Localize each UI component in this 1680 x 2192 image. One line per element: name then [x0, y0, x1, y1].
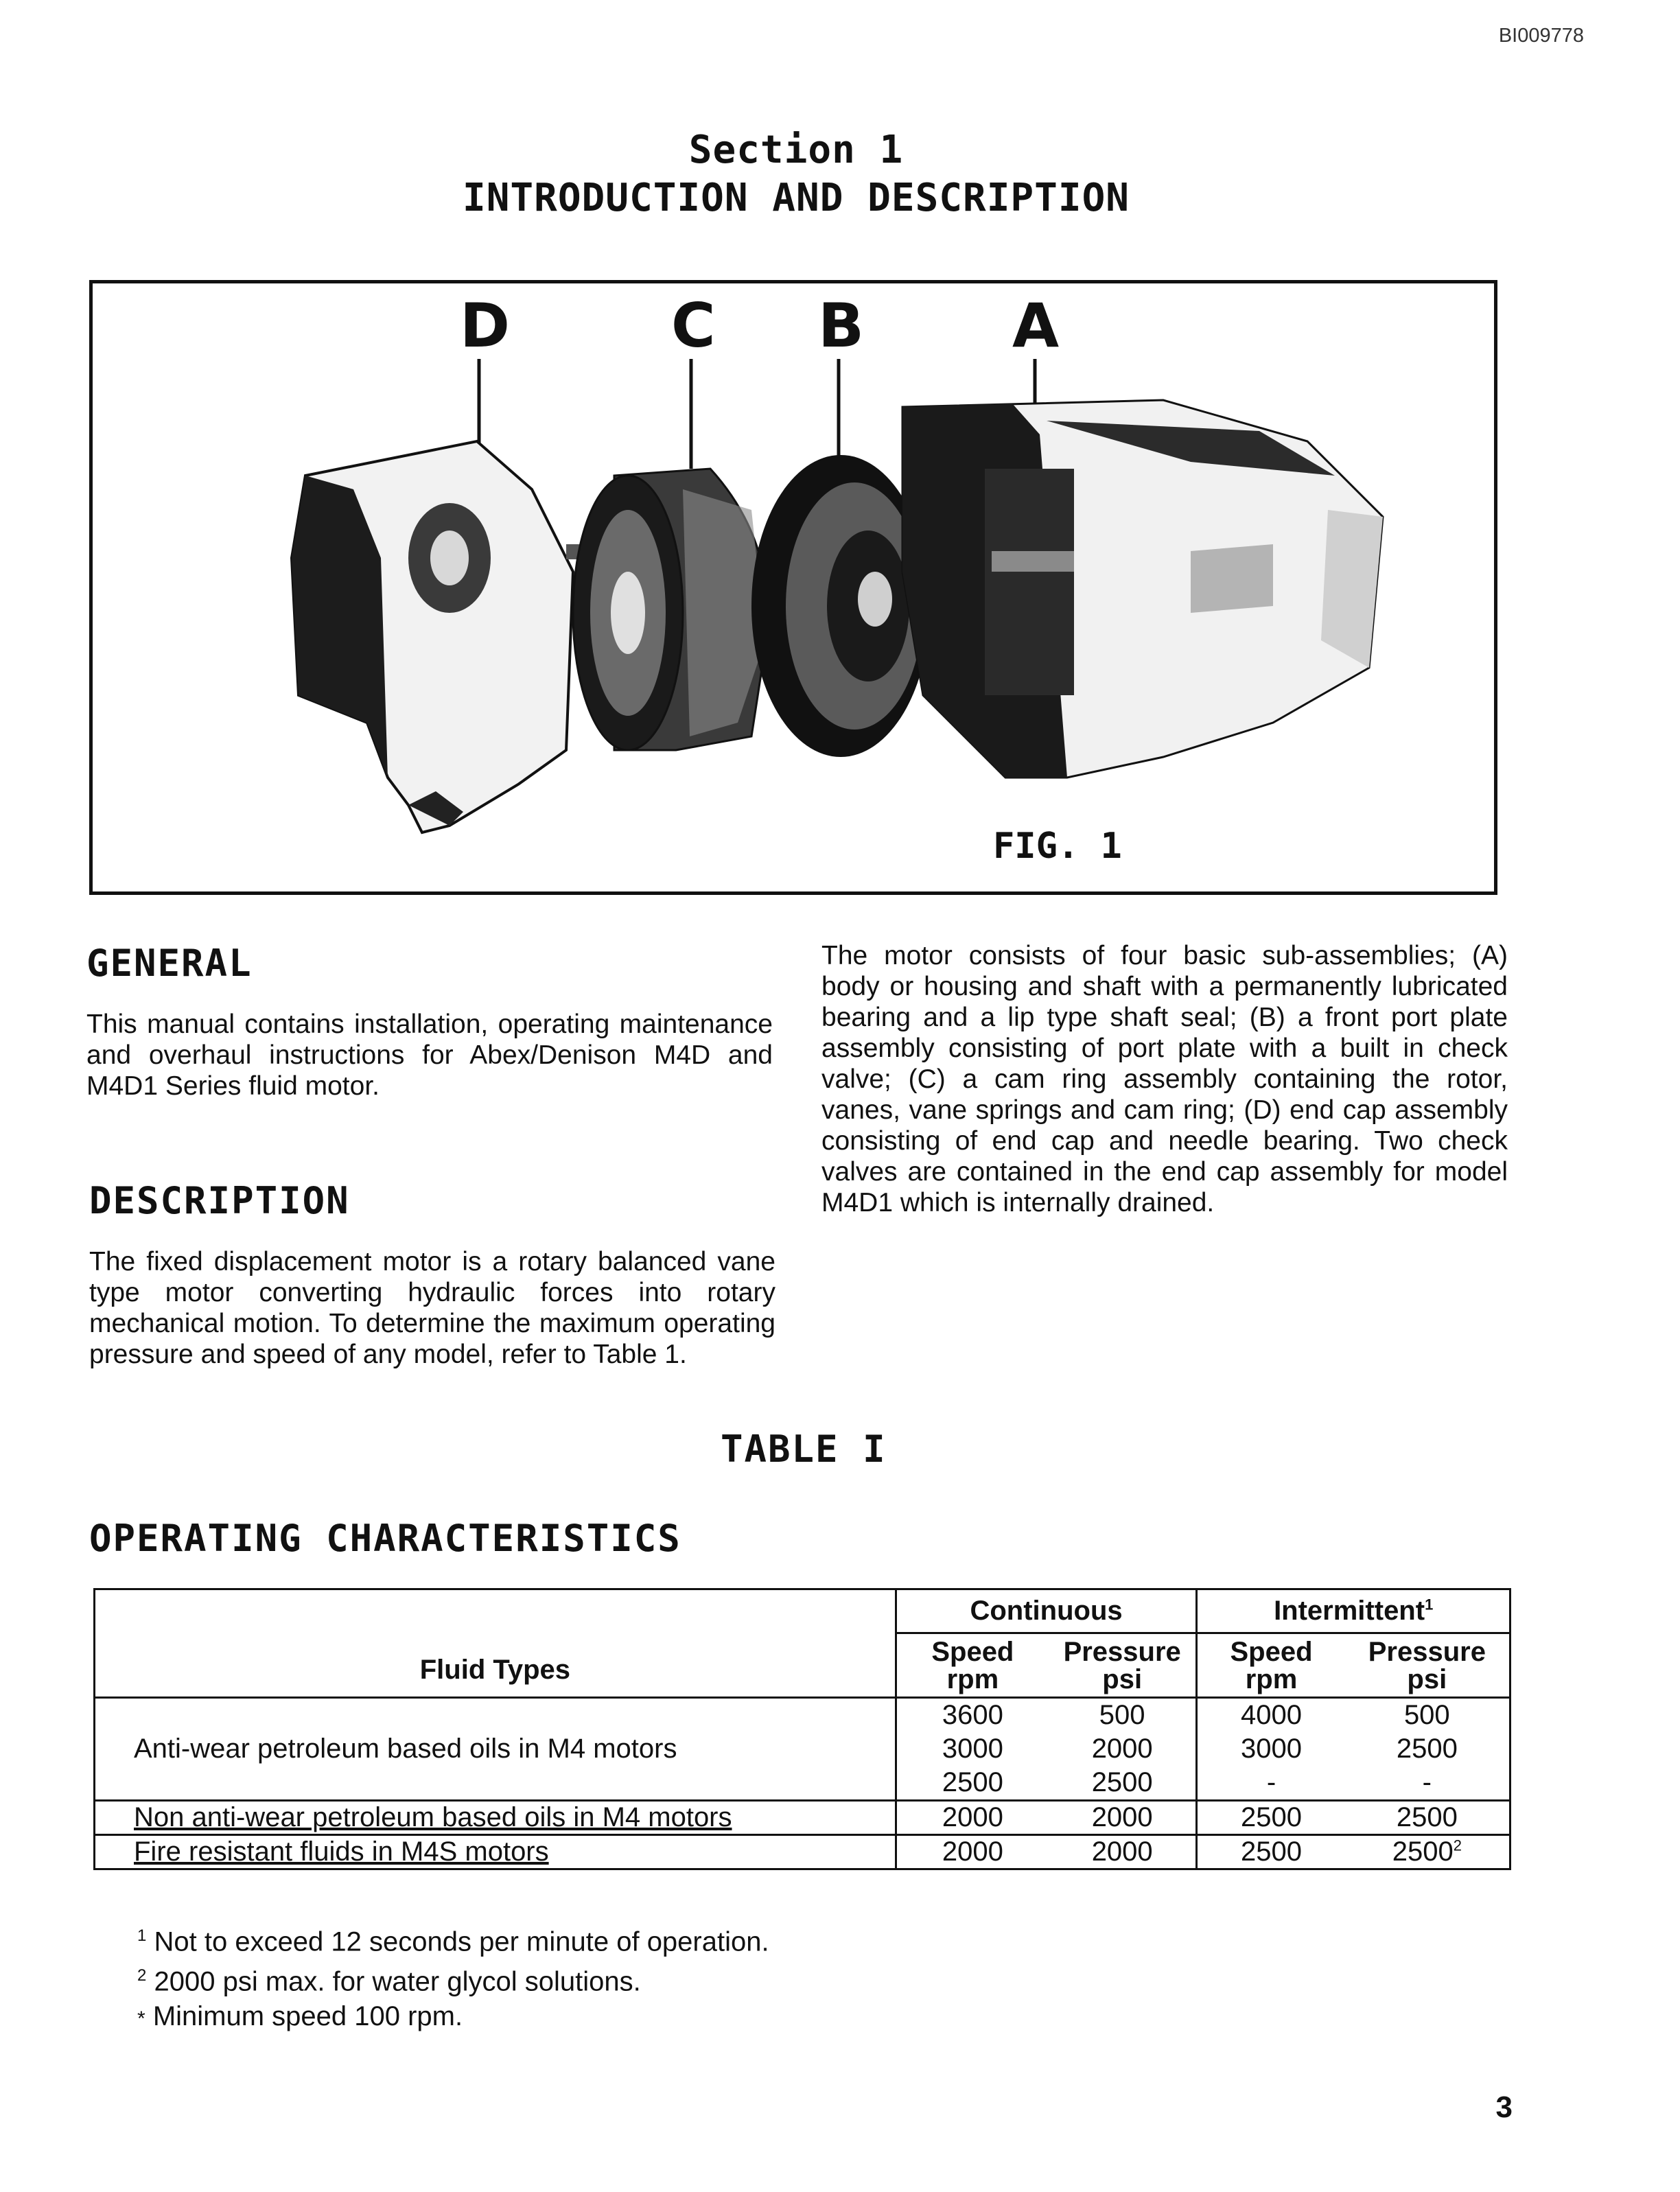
body-housing-assembly: [902, 400, 1383, 778]
table-row: [95, 1698, 1510, 1801]
int-pressure-header: Pressure psi: [1345, 1633, 1510, 1698]
table-row: [95, 1835, 1510, 1869]
int-pressure-cell: 500 2500 -: [1345, 1698, 1510, 1801]
motor-exploded-illustration: [93, 283, 1494, 891]
page-number: 3: [1495, 2090, 1513, 2124]
fluid-types-header: Fluid Types: [95, 1589, 896, 1698]
operating-characteristics-table: [93, 1588, 1511, 1870]
continuous-header: Continuous: [896, 1589, 1197, 1633]
int-speed-cell: 2500: [1197, 1801, 1345, 1835]
cont-pressure-cell: 2000: [1049, 1801, 1197, 1835]
intermittent-header: Intermittent$^1$: [1197, 1589, 1510, 1633]
cont-pressure-cell: 500 2000 2500: [1049, 1698, 1197, 1801]
description-heading: DESCRIPTION: [89, 1179, 350, 1222]
general-heading: GENERAL: [86, 942, 253, 985]
end-cap-assembly: [292, 441, 573, 832]
callout-a: A: [1012, 290, 1060, 361]
callout-b: B: [818, 290, 865, 361]
fluid-cell: Non anti-wear petroleum based oils in M4 motors: [95, 1801, 896, 1835]
section-number: Section 1: [688, 128, 904, 172]
description-text-left: The fixed displacement motor is a rotary balanced vane type motor converting hydraulic forces into rotary mechanical motion. To determine the maximum operating pressure and speed of any model, refer to Table 1.: [89, 1247, 775, 1369]
fluid-cell: Fire resistant fluids in M4S motors: [95, 1835, 896, 1869]
cam-ring-assembly: [573, 469, 767, 750]
description-text-right: The motor consists of four basic sub-assemblies; (A) body or housing and shaft with a permanently lubricated bearing and a lip type shaft seal; (B) a front port plate assembly consisting of port plate with a built in check valve; (C) a cam ring assembly containing the rotor, vanes, vane springs and cam ring; (D) end cap assembly consisting of end cap and needle bearing. Two check valves are contained in the end cap assembly for model M4D1 which is internally drained.: [821, 941, 1508, 1217]
callout-d: D: [460, 290, 511, 361]
figure-label: FIG. 1: [993, 826, 1122, 867]
cont-speed-cell: 2000: [896, 1801, 1049, 1835]
int-pressure-cell: 2500$^2$: [1345, 1835, 1510, 1869]
int-pressure-cell: 2500: [1345, 1801, 1510, 1835]
footnote: $^2$ 2000 psi max. for water glycol solutions.: [137, 1966, 641, 1997]
cont-pressure-cell: 2000: [1049, 1835, 1197, 1869]
footnotes: [137, 1919, 769, 2036]
fluid-cell: Anti-wear petroleum based oils in M4 motors: [95, 1698, 896, 1801]
footnote: $^1$ Not to exceed 12 seconds per minute of operation.: [137, 1926, 769, 1957]
cont-speed-cell: 2000: [896, 1835, 1049, 1869]
table-row: [95, 1801, 1510, 1835]
cont-speed-header: Speed rpm: [896, 1633, 1049, 1698]
cont-speed-cell: 3600 3000 2500: [896, 1698, 1049, 1801]
document-id: BI009778: [1498, 25, 1584, 47]
general-text: This manual contains installation, operating maintenance and overhaul instructions for Abex/Denison M4D and M4D1 Series fluid motor.: [86, 1010, 773, 1101]
table-label: TABLE I: [721, 1427, 887, 1471]
int-speed-cell: 2500: [1197, 1835, 1345, 1869]
callout-c: C: [671, 290, 716, 361]
int-speed-header: Speed rpm: [1197, 1633, 1345, 1698]
figure-frame: [89, 280, 1497, 895]
section-title: INTRODUCTION AND DESCRIPTION: [462, 176, 1130, 220]
int-speed-cell: 4000 3000 -: [1197, 1698, 1345, 1801]
cont-pressure-header: Pressure psi: [1049, 1633, 1197, 1698]
footnote: * Minimum speed 100 rpm.: [137, 2001, 463, 2031]
table-caption: OPERATING CHARACTERISTICS: [89, 1517, 681, 1560]
